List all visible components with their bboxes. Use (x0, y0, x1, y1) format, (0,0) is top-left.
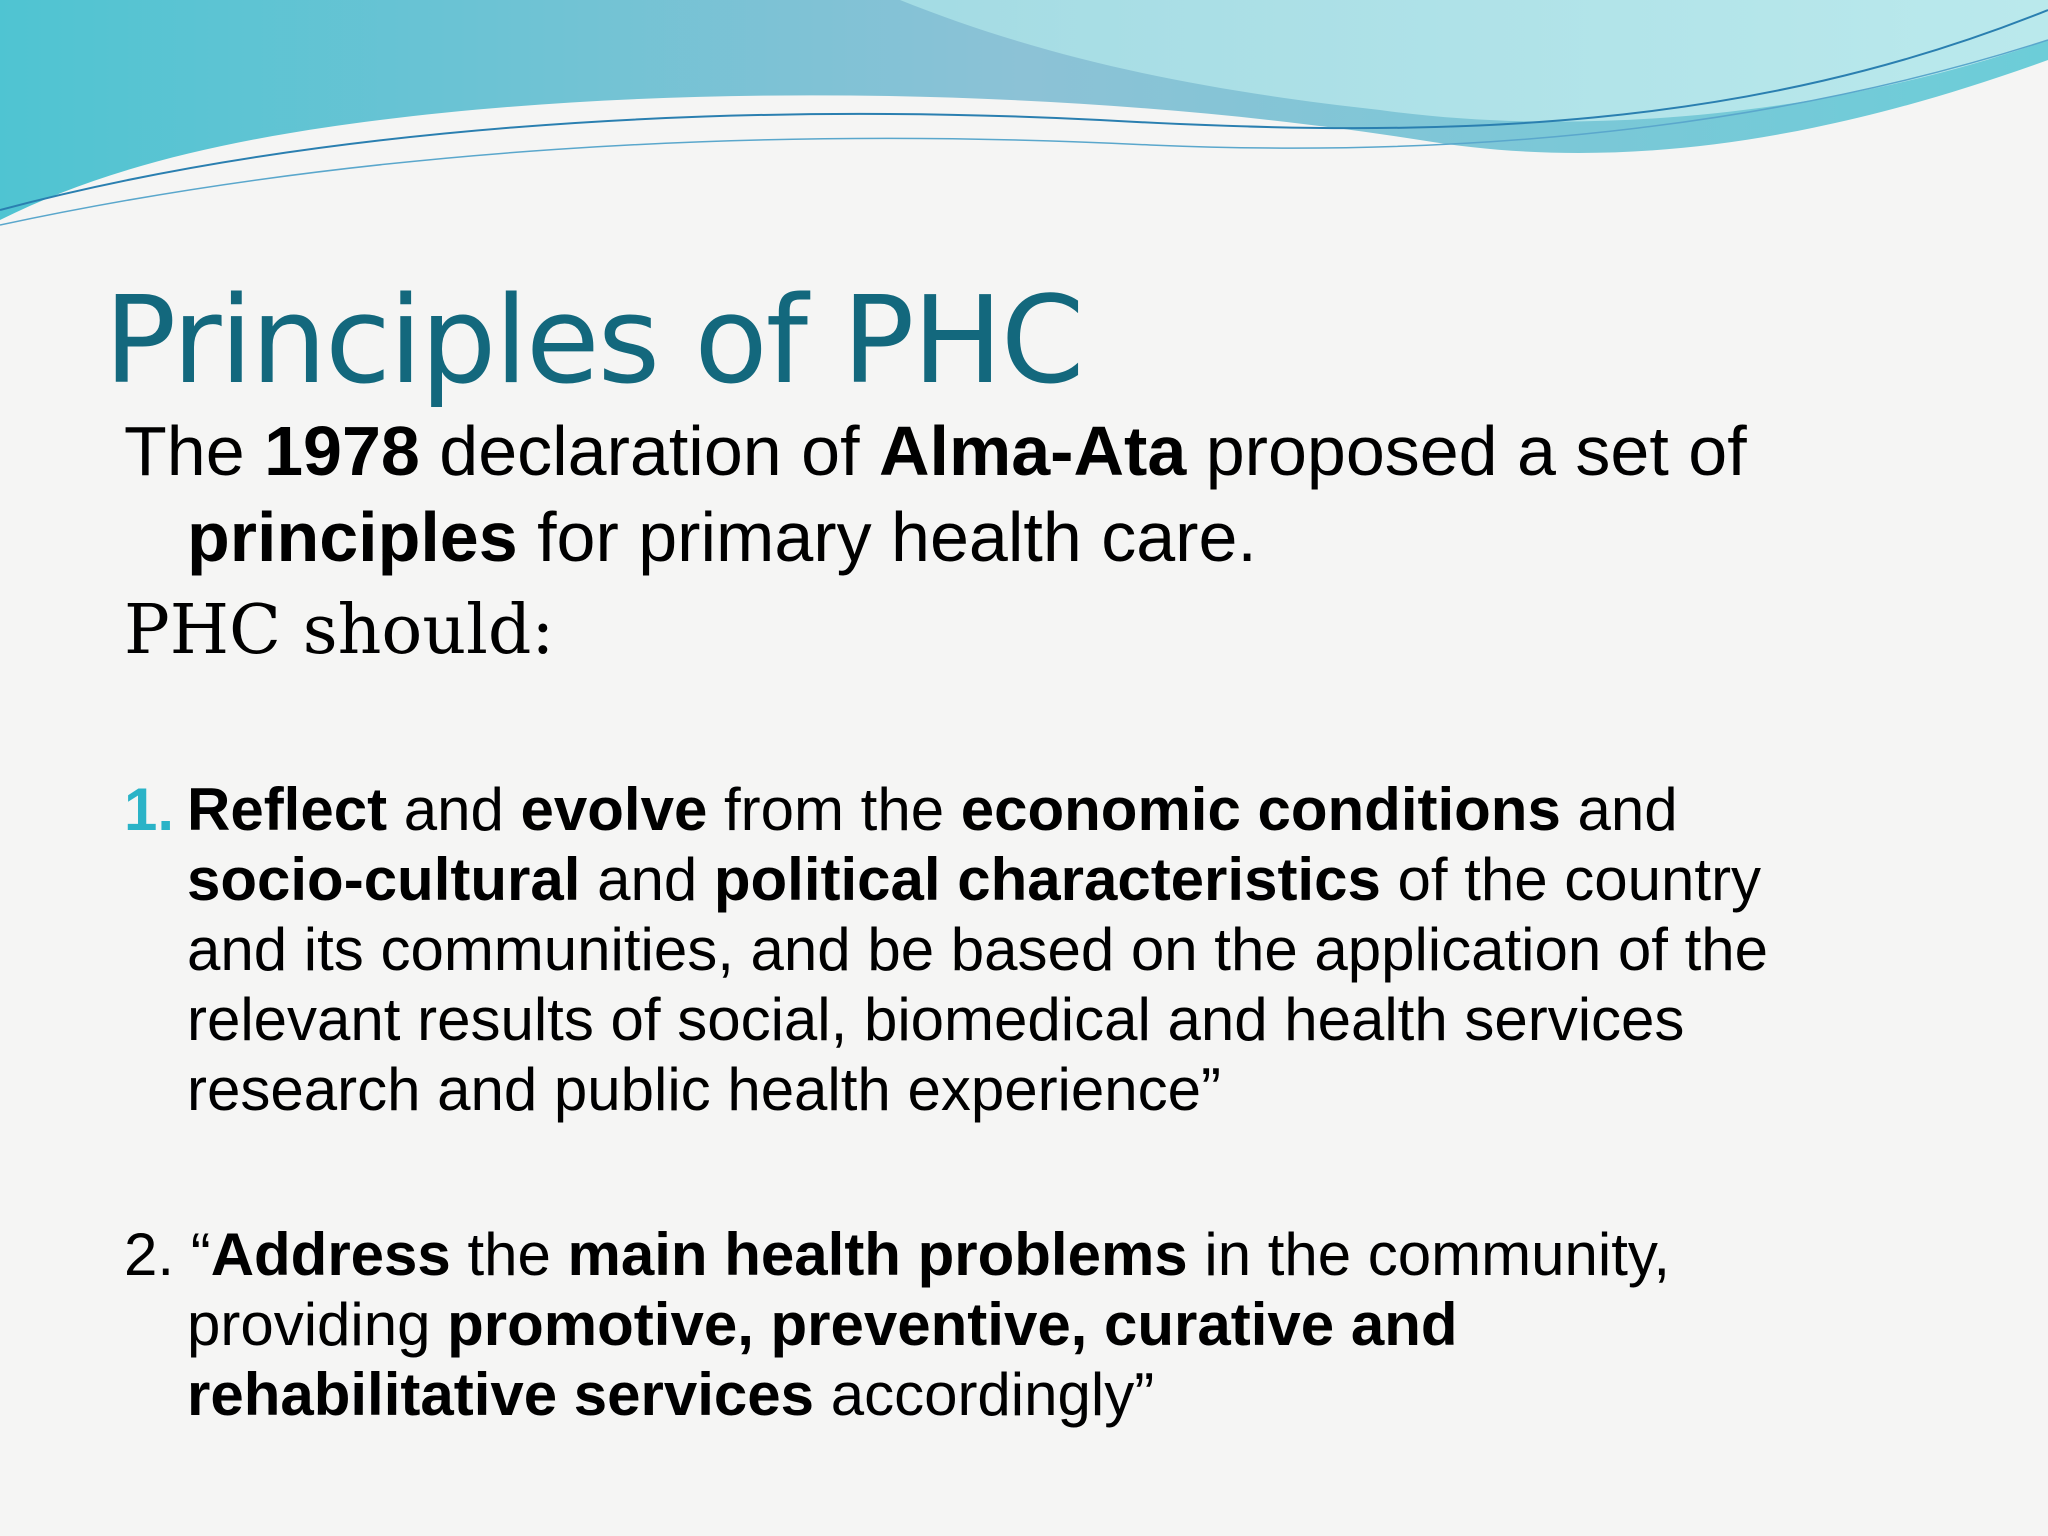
decorative-wave-header (0, 0, 2048, 240)
list-number-1: 1. (124, 776, 175, 843)
intro-line-1: The 1978 declaration of Alma-Ata proposed a set of (124, 412, 1747, 490)
phc-should-heading: PHC should: (124, 591, 555, 670)
intro-line-2: principles for primary health care. (187, 498, 1257, 576)
list-number-2: 2. (124, 1221, 175, 1288)
list-item-1: 1. Reflect and evolve from the economic conditions and socio-cultural and political characteristics of the country and its communities, and be based on the application of the relevant results of social, biomedical and health services research and public health experience” (124, 776, 1769, 1123)
slide-title: Principles of PHC (104, 272, 1083, 411)
list-item-2: 2. “Address the main health problems in the community, providing promotive, preventive, curative and rehabilitative services accordingly” (124, 1221, 1671, 1428)
intro-paragraph (124, 408, 1954, 580)
